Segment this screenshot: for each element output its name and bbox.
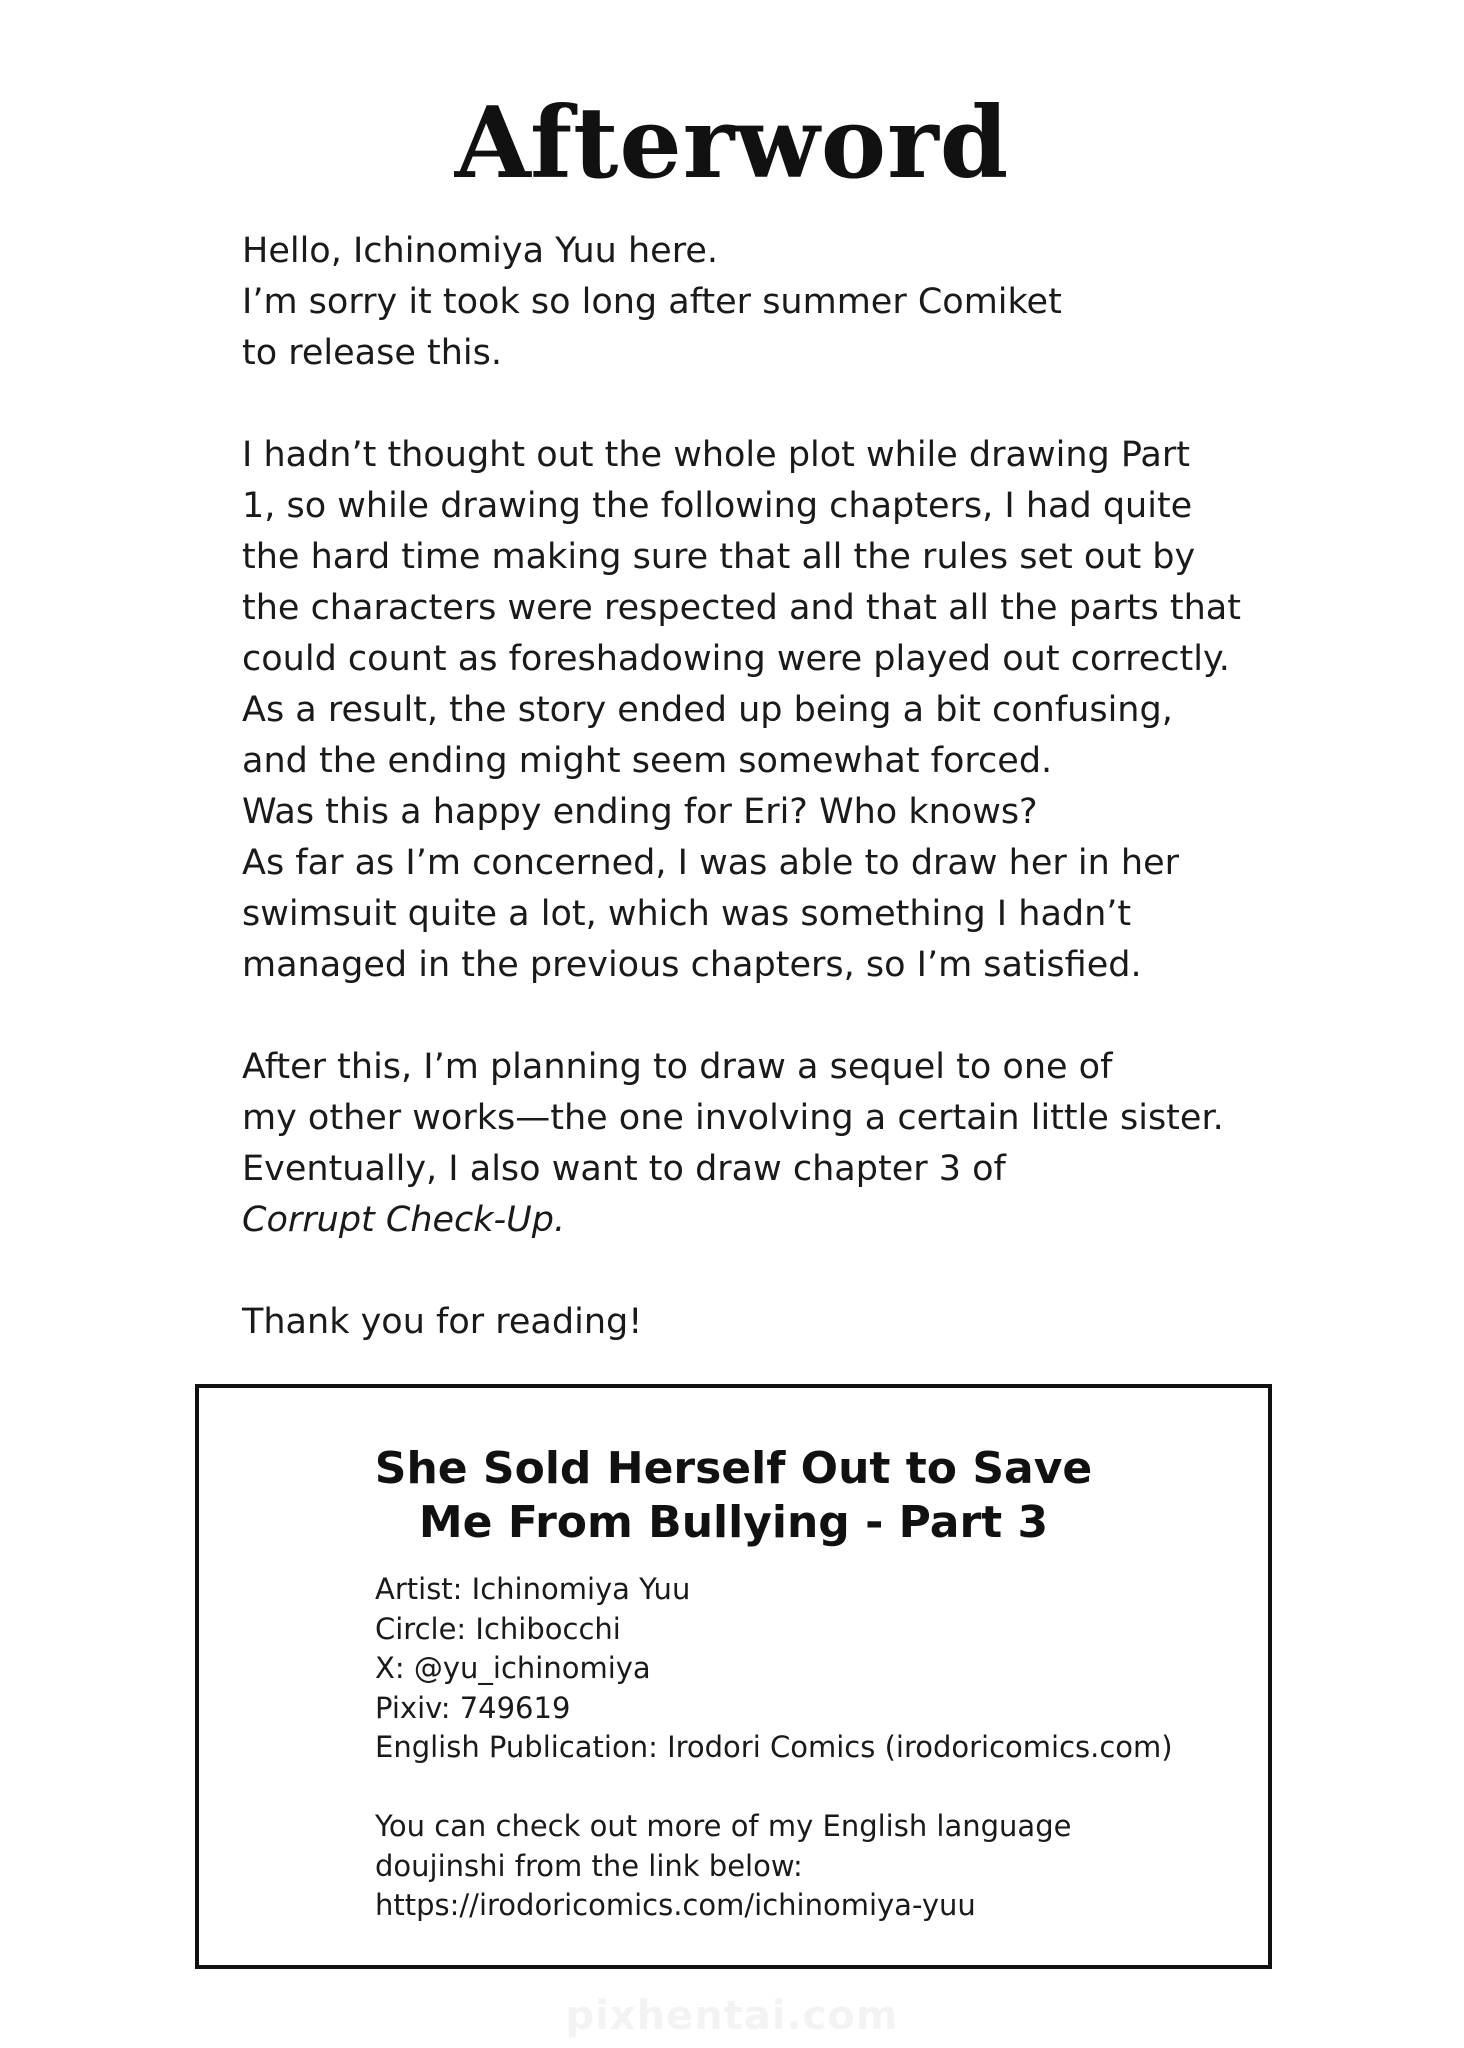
work-title-line: Me From Bullying - Part 3 (418, 1497, 1049, 1548)
creator-link[interactable]: https://irodoricomics.com/ichinomiya-yuu (375, 1888, 976, 1922)
work-title-italic: Corrupt Check-Up. (242, 1200, 566, 1240)
credit-publication: English Publication: Irodori Comics (irodoricomics.com) (375, 1730, 1173, 1764)
credit-circle: Circle: Ichibocchi (375, 1611, 621, 1646)
text-line: Hello, Ichinomiya Yuu here. (242, 231, 718, 271)
credit-x-handle: X: @yu_ichinomiya (375, 1651, 651, 1685)
text-line: swimsuit quite a lot, which was something I hadn’t (242, 894, 1132, 934)
text-line: the hard time making sure that all the rules set out by (242, 537, 1196, 577)
watermark: pixhentai.com (565, 1993, 899, 2039)
paragraph-story-notes (242, 430, 1302, 991)
text-line: 1, so while drawing the following chapters, I had quite (242, 486, 1193, 526)
text-line: As far as I’m concerned, I was able to draw her in her (242, 843, 1180, 883)
text-line: the characters were respected and that all the parts that (242, 588, 1241, 628)
more-works-text: You can check out more of my English language (375, 1809, 1072, 1843)
credit-artist: Artist: Ichinomiya Yuu (375, 1572, 691, 1606)
work-title-line: She Sold Herself Out to Save (374, 1443, 1093, 1494)
text-line: Was this a happy ending for Eri? Who knows? (242, 792, 1038, 832)
text-line: could count as foreshadowing were played out correctly. (242, 639, 1230, 679)
text-line: Thank you for reading! (242, 1302, 643, 1342)
text-line: As a result, the story ended up being a bit confusing, (242, 690, 1173, 730)
paragraph-thanks (242, 1297, 1302, 1348)
spacer (375, 1768, 1173, 1808)
text-line: managed in the previous chapters, so I’m satisfied. (242, 945, 1142, 985)
work-title (199, 1442, 1268, 1550)
text-line: and the ending might seem somewhat forced. (242, 741, 1053, 781)
more-works-text: doujinshi from the link below: (375, 1848, 803, 1883)
text-line: I hadn’t thought out the whole plot while drawing Part (242, 435, 1190, 475)
credits-list (375, 1570, 1173, 1926)
paragraph-future-plans (242, 1042, 1302, 1246)
credits-box (195, 1384, 1272, 1969)
text-line: Eventually, I also want to draw chapter 3 of (242, 1149, 1006, 1189)
page-title: Afterword (454, 86, 1010, 201)
text-line: After this, I’m planning to draw a sequel to one of (242, 1047, 1113, 1087)
afterword-body (242, 226, 1302, 1348)
text-line: I’m sorry it took so long after summer Comiket (242, 282, 1062, 322)
text-line: my other works—the one involving a certain little sister. (242, 1098, 1224, 1138)
paragraph-greeting (242, 226, 1302, 379)
text-line: to release this. (242, 333, 503, 373)
credit-pixiv: Pixiv: 749619 (375, 1690, 571, 1725)
